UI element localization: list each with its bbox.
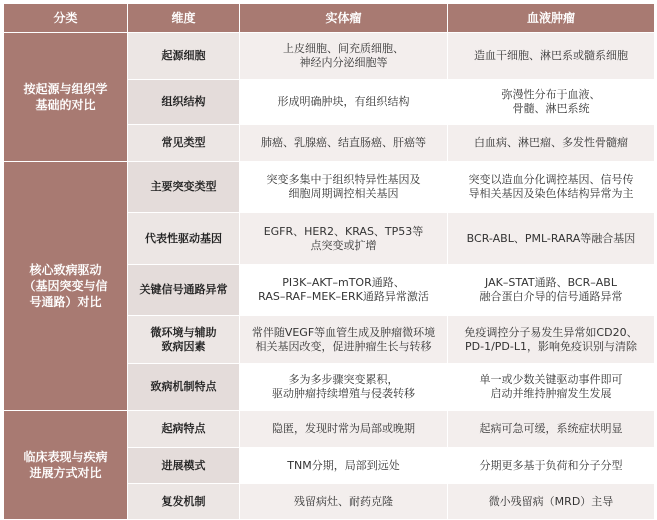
solid-tumor-cell: 肺癌、乳腺癌、结直肠癌、肝癌等 xyxy=(240,125,448,162)
category-label: 临床表现与疾病 进展方式对比 xyxy=(23,450,108,480)
blood-tumor-cell: 弥漫性分布于血液、 骨髓、淋巴系统 xyxy=(448,80,655,125)
table-header xyxy=(4,4,655,33)
dimension-cell: 致病机制特点 xyxy=(128,364,240,411)
solid-tumor-cell: 突变多集中于组织特异性基因及 细胞周期调控相关基因 xyxy=(240,162,448,213)
blood-tumor-cell: 免疫调控分子易发生异常如CD20、 PD-1/PD-L1，影响免疫识别与清除 xyxy=(448,316,655,364)
blood-tumor-cell: 造血干细胞、淋巴系或髓系细胞 xyxy=(448,33,655,80)
solid-tumor-cell: 上皮细胞、间充质细胞、 神经内分泌细胞等 xyxy=(240,33,448,80)
solid-tumor-cell: 形成明确肿块，有组织结构 xyxy=(240,80,448,125)
comparison-table xyxy=(3,3,655,520)
dimension-cell: 起病特点 xyxy=(128,411,240,448)
dimension-cell: 组织结构 xyxy=(128,80,240,125)
solid-tumor-cell: TNM分期，局部到远处 xyxy=(240,448,448,484)
header-dimension: 维度 xyxy=(128,4,240,33)
dimension-cell: 微环境与辅助 致病因素 xyxy=(128,316,240,364)
category-cell xyxy=(4,411,128,520)
solid-tumor-cell: EGFR、HER2、KRAS、TP53等 点突变或扩增 xyxy=(240,213,448,265)
solid-tumor-cell: 常伴随VEGF等血管生成及肿瘤微环境 相关基因改变，促进肿瘤生长与转移 xyxy=(240,316,448,364)
blood-tumor-cell: 突变以造血分化调控基因、信号传 导相关基因及染色体结构异常为主 xyxy=(448,162,655,213)
dimension-cell: 关键信号通路异常 xyxy=(128,265,240,316)
blood-tumor-cell: BCR-ABL、PML-RARA等融合基因 xyxy=(448,213,655,265)
dimension-cell: 代表性驱动基因 xyxy=(128,213,240,265)
dimension-cell: 常见类型 xyxy=(128,125,240,162)
dimension-cell: 复发机制 xyxy=(128,484,240,520)
category-cell xyxy=(4,162,128,411)
blood-tumor-cell: JAK–STAT通路、BCR–ABL 融合蛋白介导的信号通路异常 xyxy=(448,265,655,316)
blood-tumor-cell: 白血病、淋巴瘤、多发性骨髓瘤 xyxy=(448,125,655,162)
table-row xyxy=(4,411,655,448)
blood-tumor-cell: 单一或少数关键驱动事件即可 启动并维持肿瘤发生发展 xyxy=(448,364,655,411)
blood-tumor-cell: 分期更多基于负荷和分子分型 xyxy=(448,448,655,484)
dimension-cell: 进展模式 xyxy=(128,448,240,484)
dimension-cell: 主要突变类型 xyxy=(128,162,240,213)
category-label: 按起源与组织学 基础的对比 xyxy=(23,82,108,112)
table-row xyxy=(4,162,655,213)
dimension-cell: 起源细胞 xyxy=(128,33,240,80)
header-blood-tumor: 血液肿瘤 xyxy=(448,4,655,33)
header-solid-tumor: 实体瘤 xyxy=(240,4,448,33)
table-body xyxy=(4,33,655,520)
table-row xyxy=(4,33,655,80)
blood-tumor-cell: 起病可急可缓，系统症状明显 xyxy=(448,411,655,448)
header-category: 分类 xyxy=(4,4,128,33)
solid-tumor-cell: 隐匿，发现时常为局部或晚期 xyxy=(240,411,448,448)
solid-tumor-cell: PI3K–AKT–mTOR通路、 RAS–RAF–MEK–ERK通路异常激活 xyxy=(240,265,448,316)
blood-tumor-cell: 微小残留病（MRD）主导 xyxy=(448,484,655,520)
category-cell xyxy=(4,33,128,162)
solid-tumor-cell: 多为多步骤突变累积， 驱动肿瘤持续增殖与侵袭转移 xyxy=(240,364,448,411)
solid-tumor-cell: 残留病灶、耐药克隆 xyxy=(240,484,448,520)
category-label: 核心致病驱动 （基因突变与信 号通路）对比 xyxy=(23,263,108,309)
